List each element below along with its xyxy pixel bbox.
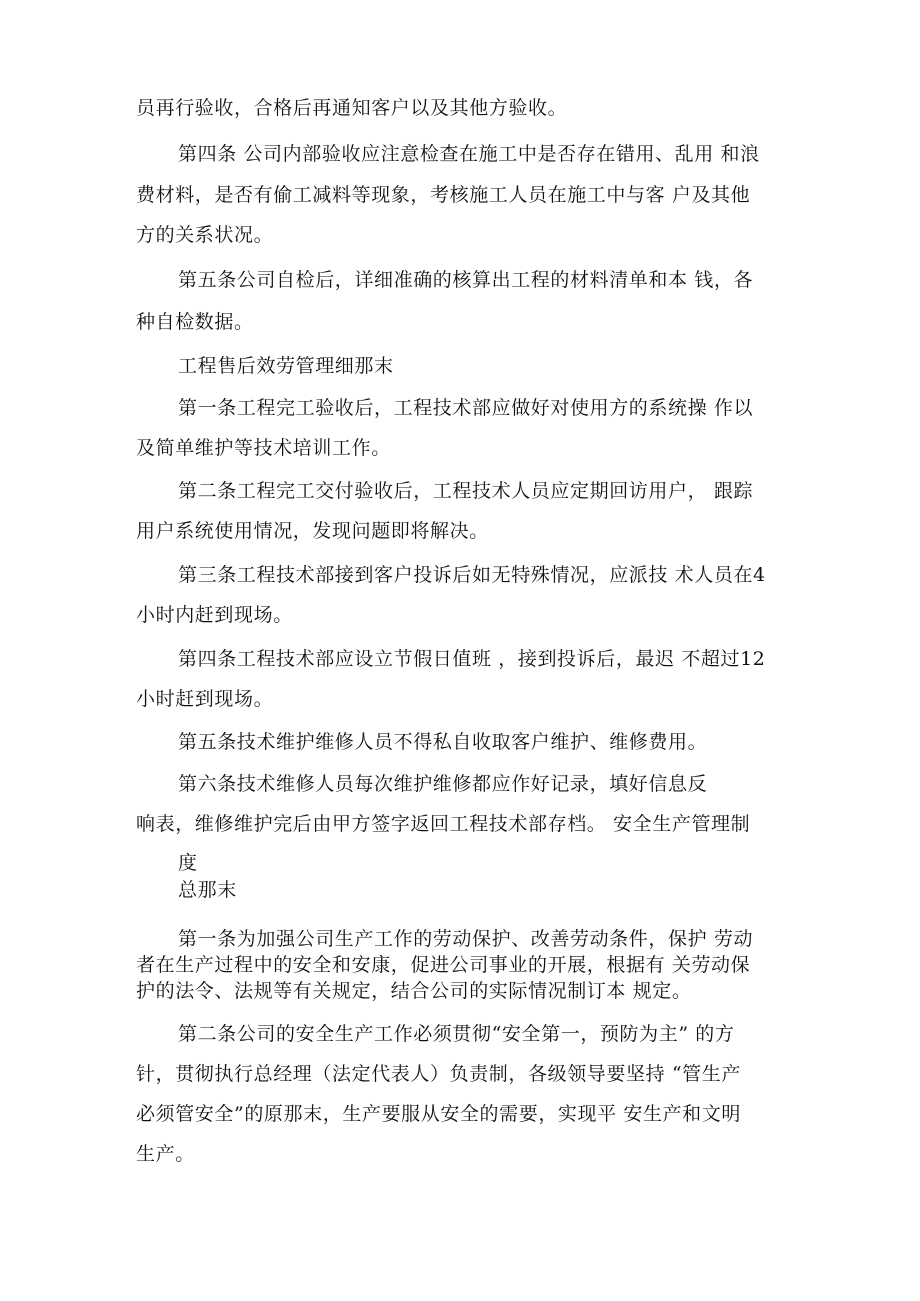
text-line: 第四条工程技术部应设立节假日值班 ，接到投诉后，最迟 不超过12	[178, 648, 766, 670]
section-heading: 工程售后效劳管理细那末	[178, 355, 394, 377]
text-line: 小时内赶到现场。	[136, 604, 293, 626]
text-line: 生产。	[136, 1143, 195, 1165]
text-line: 者在生产过程中的安全和安康，促进公司事业的开展，根据有 关劳动保	[136, 954, 751, 976]
text-line: 小时赶到现场。	[136, 688, 274, 710]
text-line: 第三条工程技术部接到客户投诉后如无特殊情况，应派技 术人员在4	[178, 564, 766, 586]
section-heading: 度	[178, 852, 198, 874]
text-line: 费材料，是否有偷工减料等现象，考核施工人员在施工中与客 户及其他	[136, 184, 751, 206]
text-line: 用户系统使用情况，发现问题即将解决。	[136, 520, 489, 542]
text-line: 第六条技术维修人员每次维护维修都应作好记录，填好信息反	[178, 773, 708, 795]
text-line: 方的关系状况。	[136, 224, 274, 246]
text-line: 响表，维修维护完后由甲方签字返回工程技术部存档。 安全生产管理制	[136, 813, 751, 835]
text-line: 第一条工程完工验收后，工程技术部应做好对使用方的系统操 作以	[178, 397, 754, 419]
text-line: 必须管安全”的原那末，生产要服从安全的需要，实现平 安生产和文明	[136, 1103, 741, 1125]
text-line: 第四条 公司内部验收应注意检查在施工中是否存在错用、乱用 和浪	[178, 143, 760, 165]
text-line: 及简单维护等技术培训工作。	[136, 437, 391, 459]
text-line: 护的法令、法规等有关规定，结合公司的实际情况制订本 规定。	[136, 980, 692, 1002]
text-line: 第五条技术维护维修人员不得私自收取客户维护、维修费用。	[178, 731, 708, 753]
text-line: 针，贯彻执行总经理（法定代表人）负责制，各级领导要坚持 “管生产	[136, 1063, 741, 1085]
text-line: 第二条公司的安全生产工作必须贯彻“安全第一，预防为主” 的方	[178, 1023, 735, 1045]
text-line: 员再行验收，合格后再通知客户以及其他方验收。	[136, 97, 568, 119]
text-line: 种自检数据。	[136, 311, 254, 333]
text-line: 第一条为加强公司生产工作的劳动保护、改善劳动条件，保护 劳动	[178, 928, 754, 950]
text-line: 第五条公司自检后，详细准确的核算出工程的材料清单和本 钱，各	[178, 269, 754, 291]
text-line: 第二条工程完工交付验收后，工程技术人员应定期回访用户， 跟踪	[178, 480, 754, 502]
section-heading: 总那末	[178, 879, 237, 901]
